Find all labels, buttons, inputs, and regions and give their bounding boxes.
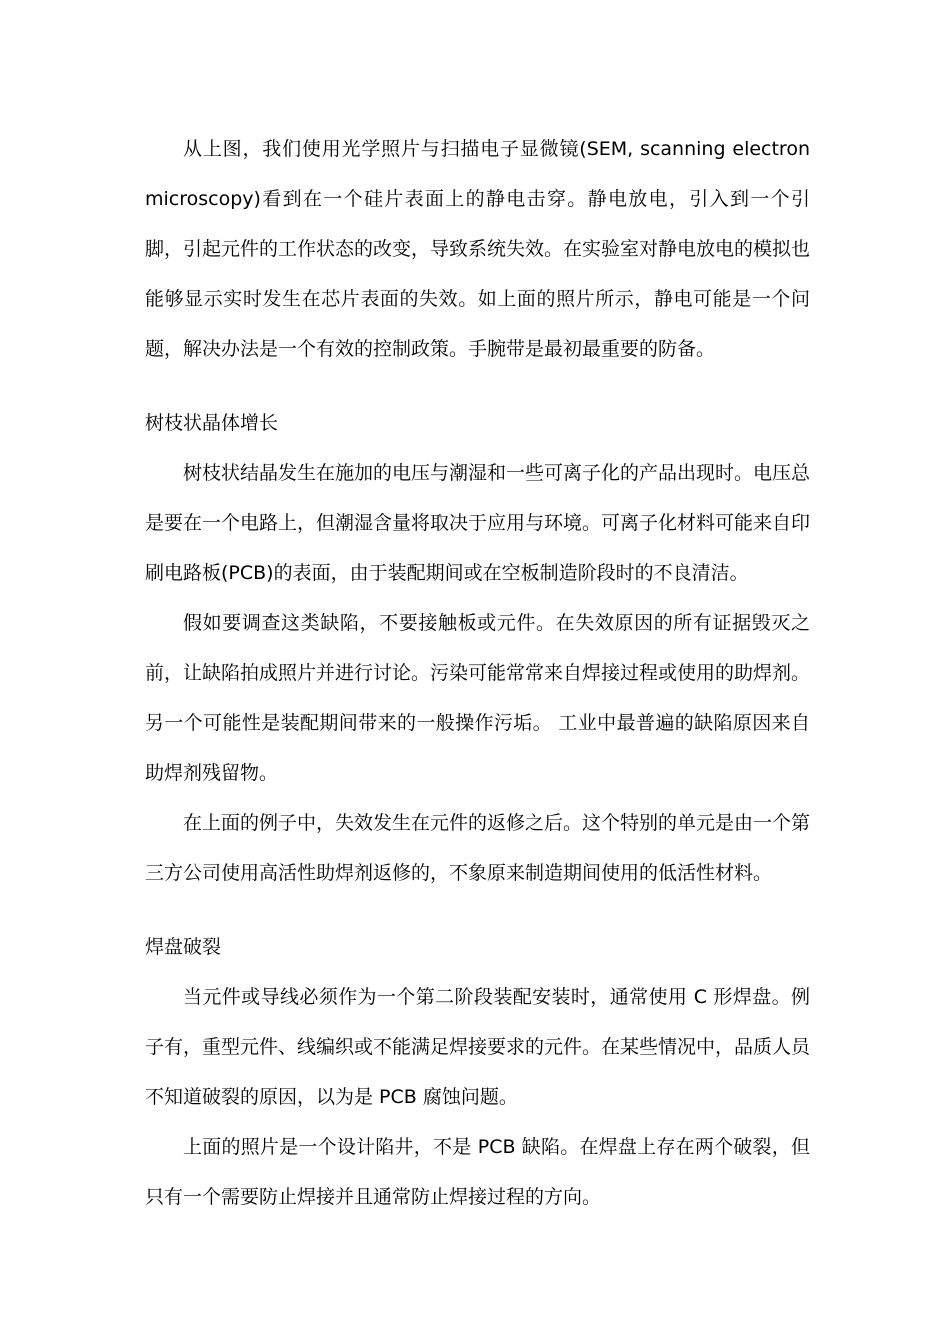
paragraph-dendrite-1: 树枝状结晶发生在施加的电压与潮湿和一些可离子化的产品出现时。电压总是要在一个电路上，但潮湿含量将取决于应用与环境。可离子化材料可能来自印刷电路板(PCB)的表面，由于装配期间或在空板制造阶段时的不良清洁。 — [145, 462, 811, 584]
paragraph-dendrite-2: 假如要调查这类缺陷，不要接触板或元件。在失效原因的所有证据毁灭之前，让缺陷拍成照片并进行讨论。污染可能常常来自焊接过程或使用的助焊剂。另一个可能性是装配期间带来的一般操作污垢。 工业中最普遍的缺陷原因来自助焊剂残留物。 — [145, 612, 811, 784]
document-page — [145, 124, 810, 1222]
paragraph-pad-crack-2: 上面的照片是一个设计陷井，不是 PCB 缺陷。在焊盘上存在两个破裂，但只有一个需要防止焊接并且通常防止焊接过程的方向。 — [145, 1136, 810, 1208]
heading-pad-crack: 焊盘破裂 — [145, 936, 222, 958]
paragraph-dendrite-3: 在上面的例子中，失效发生在元件的返修之后。这个特别的单元是由一个第三方公司使用高活性助焊剂返修的，不象原来制造期间使用的低活性材料。 — [145, 812, 811, 884]
heading-dendrite: 树枝状晶体增长 — [145, 412, 279, 434]
paragraph-esd: 从上图，我们使用光学照片与扫描电子显微镜(SEM, scanning electron microscopy)看到在一个硅片表面上的静电击穿。静电放电，引入到一个引脚，引起元件的工作状态的改变，导致系统失效。在实验室对静电放电的模拟也能够显示实时发生在芯片表面的失效。如上面的照片所示，静电可能是一个问题，解决办法是一个有效的控制政策。手腕带是最初最重要的防备。 — [145, 138, 811, 360]
paragraph-pad-crack-1: 当元件或导线必须作为一个第二阶段装配安装时，通常使用 C 形焊盘。例子有，重型元件、线编织或不能满足焊接要求的元件。在某些情况中，品质人员不知道破裂的原因，以为是 PCB 腐蚀问题。 — [145, 986, 811, 1108]
